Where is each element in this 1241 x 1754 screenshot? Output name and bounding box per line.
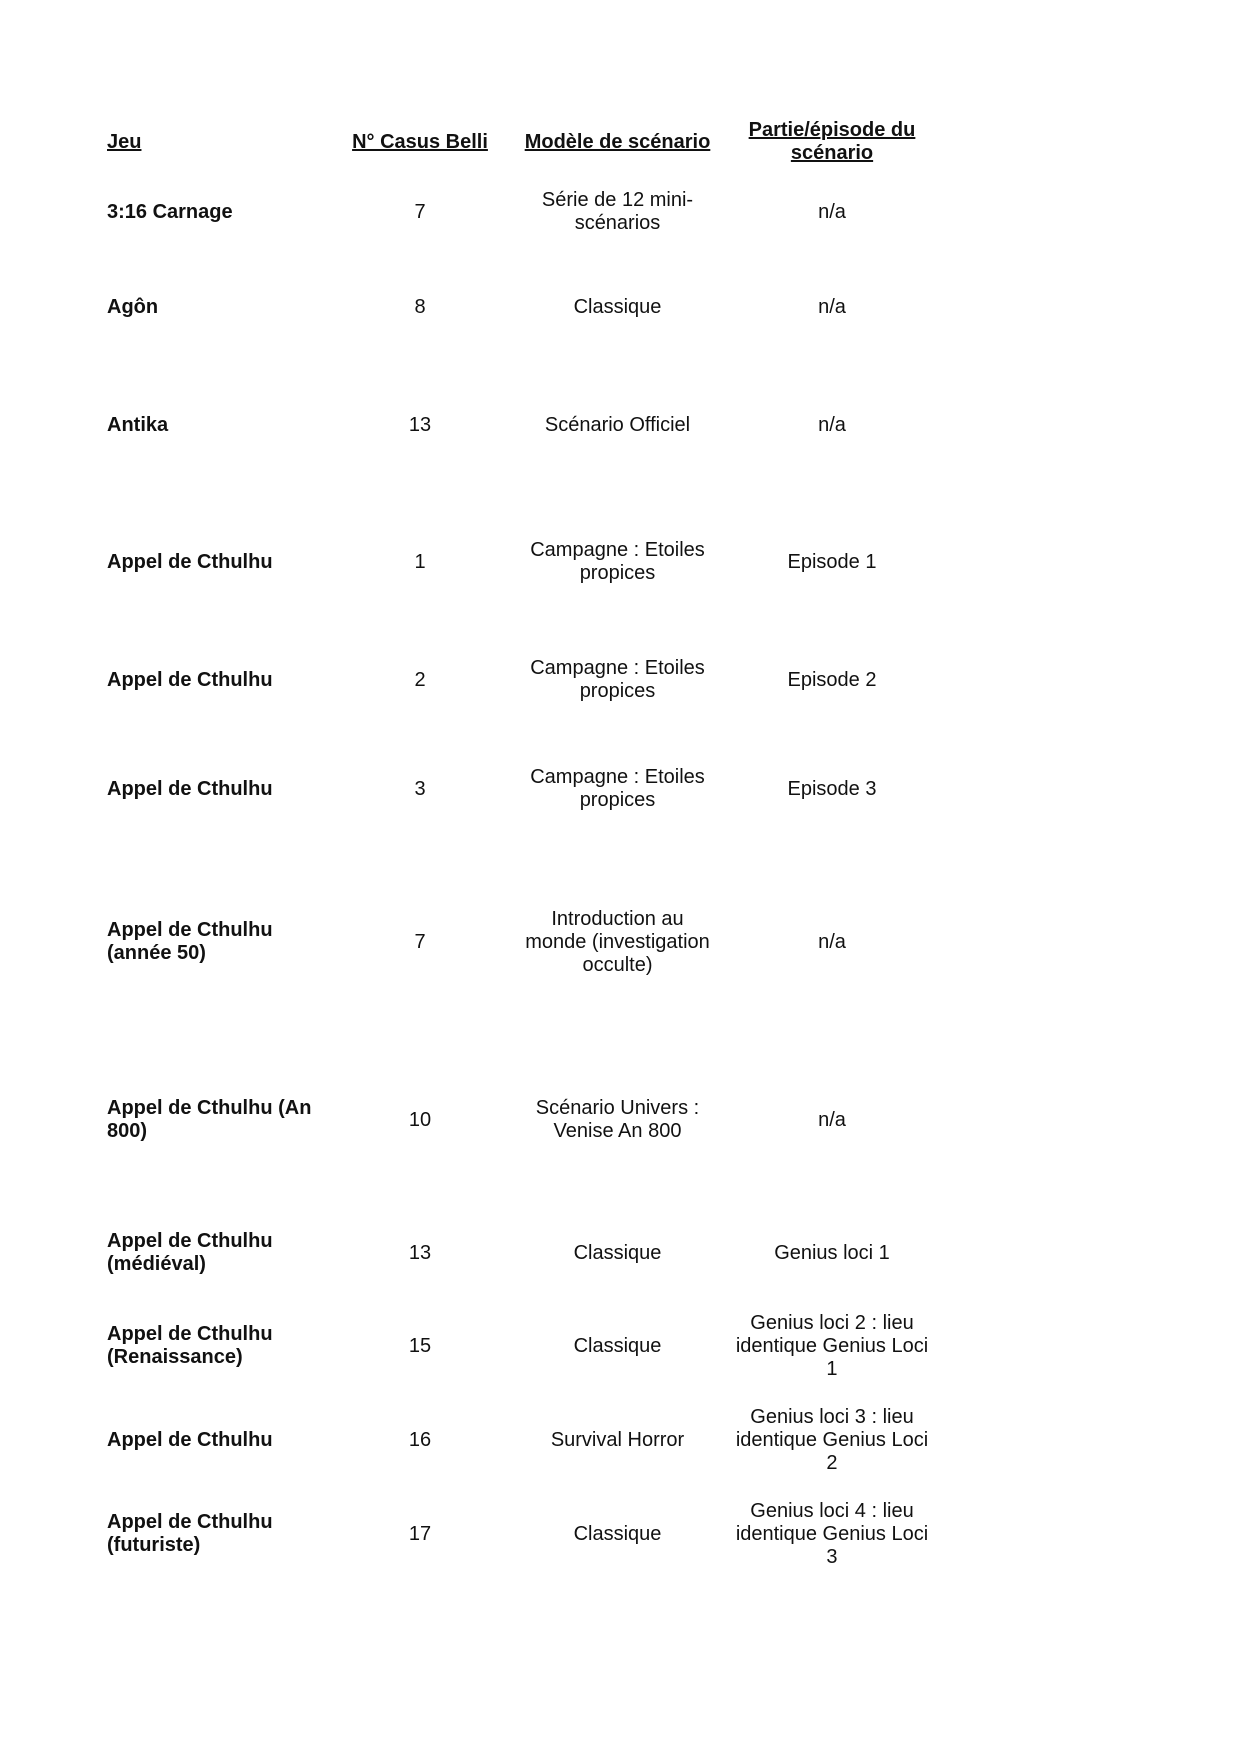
cell-game: Appel de Cthulhu [107,1428,273,1451]
cell-part: Genius loci 4 : lieu identique Genius Loci 3 [735,1499,929,1568]
cell-model: Série de 12 mini- scénarios [541,189,694,234]
cell-part: Genius loci 2 : lieu identique Genius Loci 1 [735,1311,929,1380]
cell-part: n/a [818,413,846,436]
cell-part: Episode 3 [787,777,877,800]
cell-game: Appel de Cthulhu (futuriste) [107,1511,273,1556]
cell-model: Classique [573,1334,662,1357]
cell-number: 2 [414,668,426,691]
cell-part: n/a [818,295,846,318]
cell-model: Introduction au monde (investigation occultе) [525,907,710,976]
cell-part: n/a [818,1108,846,1131]
cell-game: Appel de Cthulhu [107,777,273,800]
cell-model: Scénario Officiel [544,413,691,436]
cell-game: 3:16 Carnage [107,200,233,223]
cell-number: 13 [408,413,432,436]
table-row [0,903,1241,981]
header-number: N° Casus Belli [352,130,488,153]
cell-game: Agôn [107,295,159,318]
cell-game: Appel de Cthulhu (An 800) [107,1097,312,1142]
table-row [0,1307,1241,1385]
cell-number: 13 [408,1241,432,1264]
cell-number: 7 [414,200,426,223]
table-row [0,185,1241,239]
cell-model: Campagne : Etoiles propices [530,657,705,702]
cell-number: 7 [414,930,426,953]
cell-model: Classique [573,295,662,318]
cell-number: 16 [408,1428,432,1451]
cell-number: 8 [414,295,426,318]
cell-game: Appel de Cthulhu [107,550,273,573]
table-row [0,1226,1241,1280]
cell-part: Episode 2 [787,668,877,691]
cell-game: Appel de Cthulhu (année 50) [107,919,273,964]
cell-number: 15 [408,1334,432,1357]
cell-model: Scénario Univers : Venise An 800 [535,1097,700,1142]
table-row [0,762,1241,816]
table-row [0,1495,1241,1573]
cell-game: Appel de Cthulhu [107,668,273,691]
cell-model: Classique [573,1522,662,1545]
cell-number: 10 [408,1108,432,1131]
cell-model: Campagne : Etoiles propices [530,766,705,811]
header-model: Modèle de scénario [524,130,711,153]
cell-model: Survival Horror [550,1428,685,1451]
header-part: Partie/épisode du scénario [748,119,916,164]
header-game: Jeu [107,130,142,153]
cell-game: Appel de Cthulhu (Renaissance) [107,1323,273,1368]
table-row [0,653,1241,707]
cell-part: Episode 1 [787,550,877,573]
table-row [0,535,1241,589]
table-row [0,1401,1241,1479]
table-row [0,398,1241,452]
cell-number: 1 [414,550,426,573]
cell-game: Antika [107,413,169,436]
cell-part: n/a [818,200,846,223]
cell-model: Classique [573,1241,662,1264]
table-header-row [0,115,1241,169]
cell-part: Genius loci 1 [774,1241,890,1264]
cell-number: 17 [408,1522,432,1545]
table-row [0,280,1241,334]
table-row [0,1093,1241,1147]
cell-part: n/a [818,930,846,953]
cell-model: Campagne : Etoiles propices [530,539,705,584]
cell-number: 3 [414,777,426,800]
cell-game: Appel de Cthulhu (médiéval) [107,1230,273,1275]
cell-part: Genius loci 3 : lieu identique Genius Loci 2 [735,1405,929,1474]
